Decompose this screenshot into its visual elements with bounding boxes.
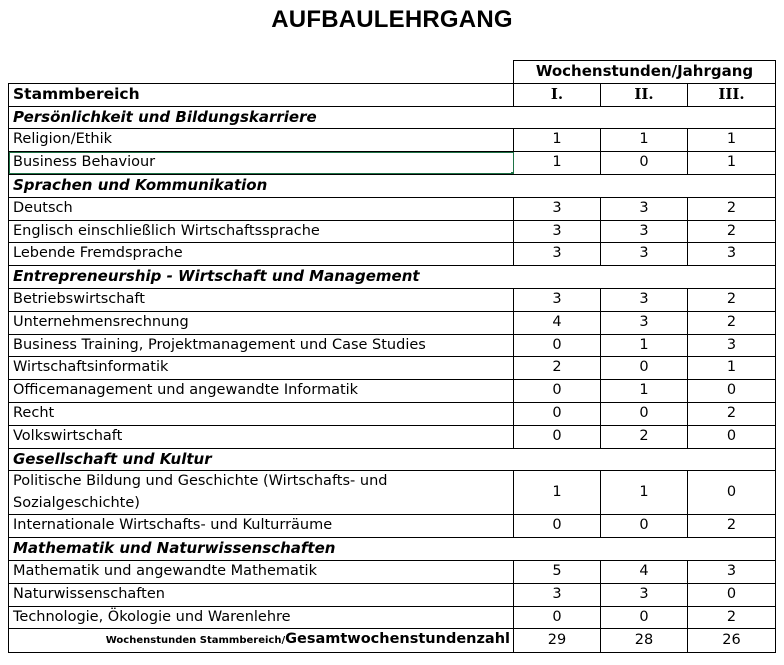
hours-year-1-cell[interactable]: 2 (514, 357, 601, 380)
hours-year-2-cell[interactable]: 3 (601, 583, 688, 606)
total-label-cell[interactable] (9, 629, 514, 653)
subject-cell[interactable]: Naturwissenschaften (9, 583, 514, 606)
hours-year-2-cell[interactable]: 0 (601, 515, 688, 538)
header-column-label[interactable]: Stammbereich (9, 83, 514, 106)
subject-cell[interactable]: Recht (9, 402, 514, 425)
header-empty-cell (9, 61, 514, 84)
subject-cell[interactable]: Volkswirtschaft (9, 425, 514, 448)
hours-year-1-cell[interactable]: 3 (514, 243, 601, 266)
subject-cell[interactable]: Business Training, Projektmanagement und Case Studies (9, 334, 514, 357)
subject-cell[interactable]: Technologie, Ökologie und Warenlehre (9, 606, 514, 629)
table-row (9, 243, 776, 266)
header-year-3[interactable]: III. (688, 83, 776, 106)
subject-cell[interactable]: Mathematik und angewandte Mathematik (9, 560, 514, 583)
header-group-label[interactable]: Wochenstunden/Jahrgang (514, 61, 776, 84)
hours-year-2-cell[interactable]: 1 (601, 129, 688, 152)
table-row (9, 129, 776, 152)
section-title[interactable]: Sprachen und Kommunikation (9, 174, 776, 197)
header-year-1[interactable]: I. (514, 83, 601, 106)
subject-cell[interactable]: Officemanagement und angewandte Informatik (9, 380, 514, 403)
hours-year-1-cell[interactable]: 0 (514, 402, 601, 425)
table-row (9, 311, 776, 334)
table-row (9, 197, 776, 220)
hours-year-3-cell[interactable]: 0 (688, 583, 776, 606)
table-row (9, 334, 776, 357)
hours-year-3-cell[interactable]: 1 (688, 129, 776, 152)
total-label-big: Gesamtwochenstundenzahl (285, 631, 510, 648)
hours-year-2-cell[interactable]: 0 (601, 606, 688, 629)
table-row (9, 583, 776, 606)
total-year-2-cell[interactable]: 28 (601, 629, 688, 653)
table-row (9, 220, 776, 243)
table-row (9, 471, 776, 515)
hours-year-3-cell[interactable]: 1 (688, 357, 776, 380)
hours-year-2-cell[interactable]: 4 (601, 560, 688, 583)
section-row (9, 106, 776, 129)
table-row (9, 425, 776, 448)
hours-year-2-cell[interactable]: 2 (601, 425, 688, 448)
curriculum-table-body (9, 61, 776, 653)
hours-year-2-cell[interactable]: 1 (601, 380, 688, 403)
curriculum-table (8, 60, 776, 653)
hours-year-1-cell[interactable]: 1 (514, 471, 601, 515)
header-year-2[interactable]: II. (601, 83, 688, 106)
section-row (9, 174, 776, 197)
hours-year-1-cell[interactable]: 5 (514, 560, 601, 583)
section-row (9, 448, 776, 471)
section-title[interactable]: Entrepreneurship - Wirtschaft und Management (9, 266, 776, 289)
hours-year-2-cell[interactable]: 0 (601, 402, 688, 425)
subject-cell[interactable]: Unternehmensrechnung (9, 311, 514, 334)
subject-cell[interactable]: Deutsch (9, 197, 514, 220)
hours-year-2-cell[interactable]: 3 (601, 243, 688, 266)
hours-year-3-cell[interactable]: 3 (688, 243, 776, 266)
total-year-1-cell[interactable]: 29 (514, 629, 601, 653)
header-row-group (9, 61, 776, 84)
table-row (9, 402, 776, 425)
hours-year-3-cell[interactable]: 0 (688, 425, 776, 448)
subject-cell[interactable]: Business Behaviour (9, 152, 514, 175)
hours-year-3-cell[interactable]: 2 (688, 515, 776, 538)
hours-year-3-cell[interactable]: 2 (688, 288, 776, 311)
hours-year-1-cell[interactable]: 0 (514, 380, 601, 403)
subject-cell[interactable]: Englisch einschließlich Wirtschaftssprache (9, 220, 514, 243)
hours-year-2-cell[interactable]: 3 (601, 197, 688, 220)
hours-year-3-cell[interactable]: 2 (688, 311, 776, 334)
subject-cell[interactable]: Wirtschaftsinformatik (9, 357, 514, 380)
hours-year-1-cell[interactable]: 1 (514, 152, 601, 175)
hours-year-3-cell[interactable]: 2 (688, 220, 776, 243)
hours-year-2-cell[interactable]: 0 (601, 152, 688, 175)
total-year-3-cell[interactable]: 26 (688, 629, 776, 653)
hours-year-3-cell[interactable]: 1 (688, 152, 776, 175)
hours-year-1-cell[interactable]: 0 (514, 515, 601, 538)
hours-year-2-cell[interactable]: 1 (601, 471, 688, 515)
table-row (9, 606, 776, 629)
table-row (9, 288, 776, 311)
table-row (9, 560, 776, 583)
table-row (9, 152, 776, 175)
hours-year-3-cell[interactable]: 2 (688, 197, 776, 220)
subject-cell[interactable]: Internationale Wirtschafts- und Kulturräume (9, 515, 514, 538)
hours-year-2-cell[interactable]: 1 (601, 334, 688, 357)
page-title: AUFBAULEHRGANG (271, 6, 513, 33)
header-row (9, 83, 776, 106)
hours-year-3-cell[interactable]: 2 (688, 402, 776, 425)
table-row (9, 515, 776, 538)
total-row (9, 629, 776, 653)
hours-year-1-cell[interactable]: 1 (514, 129, 601, 152)
hours-year-3-cell[interactable]: 0 (688, 471, 776, 515)
hours-year-2-cell[interactable]: 3 (601, 311, 688, 334)
hours-year-3-cell[interactable]: 2 (688, 606, 776, 629)
subject-cell[interactable]: Lebende Fremdsprache (9, 243, 514, 266)
hours-year-1-cell[interactable]: 4 (514, 311, 601, 334)
hours-year-1-cell[interactable]: 3 (514, 583, 601, 606)
hours-year-1-cell[interactable]: 0 (514, 606, 601, 629)
hours-year-1-cell[interactable]: 0 (514, 425, 601, 448)
section-row (9, 538, 776, 561)
subject-cell[interactable]: Religion/Ethik (9, 129, 514, 152)
hours-year-3-cell[interactable]: 3 (688, 560, 776, 583)
hours-year-1-cell[interactable]: 3 (514, 220, 601, 243)
section-title[interactable]: Persönlichkeit und Bildungskarriere (9, 106, 776, 129)
hours-year-3-cell[interactable]: 3 (688, 334, 776, 357)
hours-year-1-cell[interactable]: 3 (514, 197, 601, 220)
hours-year-3-cell[interactable]: 0 (688, 380, 776, 403)
hours-year-2-cell[interactable]: 3 (601, 288, 688, 311)
section-row (9, 266, 776, 289)
subject-cell[interactable]: Betriebswirtschaft (9, 288, 514, 311)
table-row (9, 380, 776, 403)
hours-year-1-cell[interactable]: 3 (514, 288, 601, 311)
section-title[interactable]: Gesellschaft und Kultur (9, 448, 776, 471)
section-title[interactable]: Mathematik und Naturwissenschaften (9, 538, 776, 561)
table-row (9, 357, 776, 380)
hours-year-1-cell[interactable]: 0 (514, 334, 601, 357)
subject-cell[interactable]: Politische Bildung und Geschichte (Wirtschafts- und Sozialgeschichte) (9, 471, 514, 515)
total-label-small: Wochenstunden Stammbereich/ (105, 635, 286, 647)
hours-year-2-cell[interactable]: 0 (601, 357, 688, 380)
hours-year-2-cell[interactable]: 3 (601, 220, 688, 243)
